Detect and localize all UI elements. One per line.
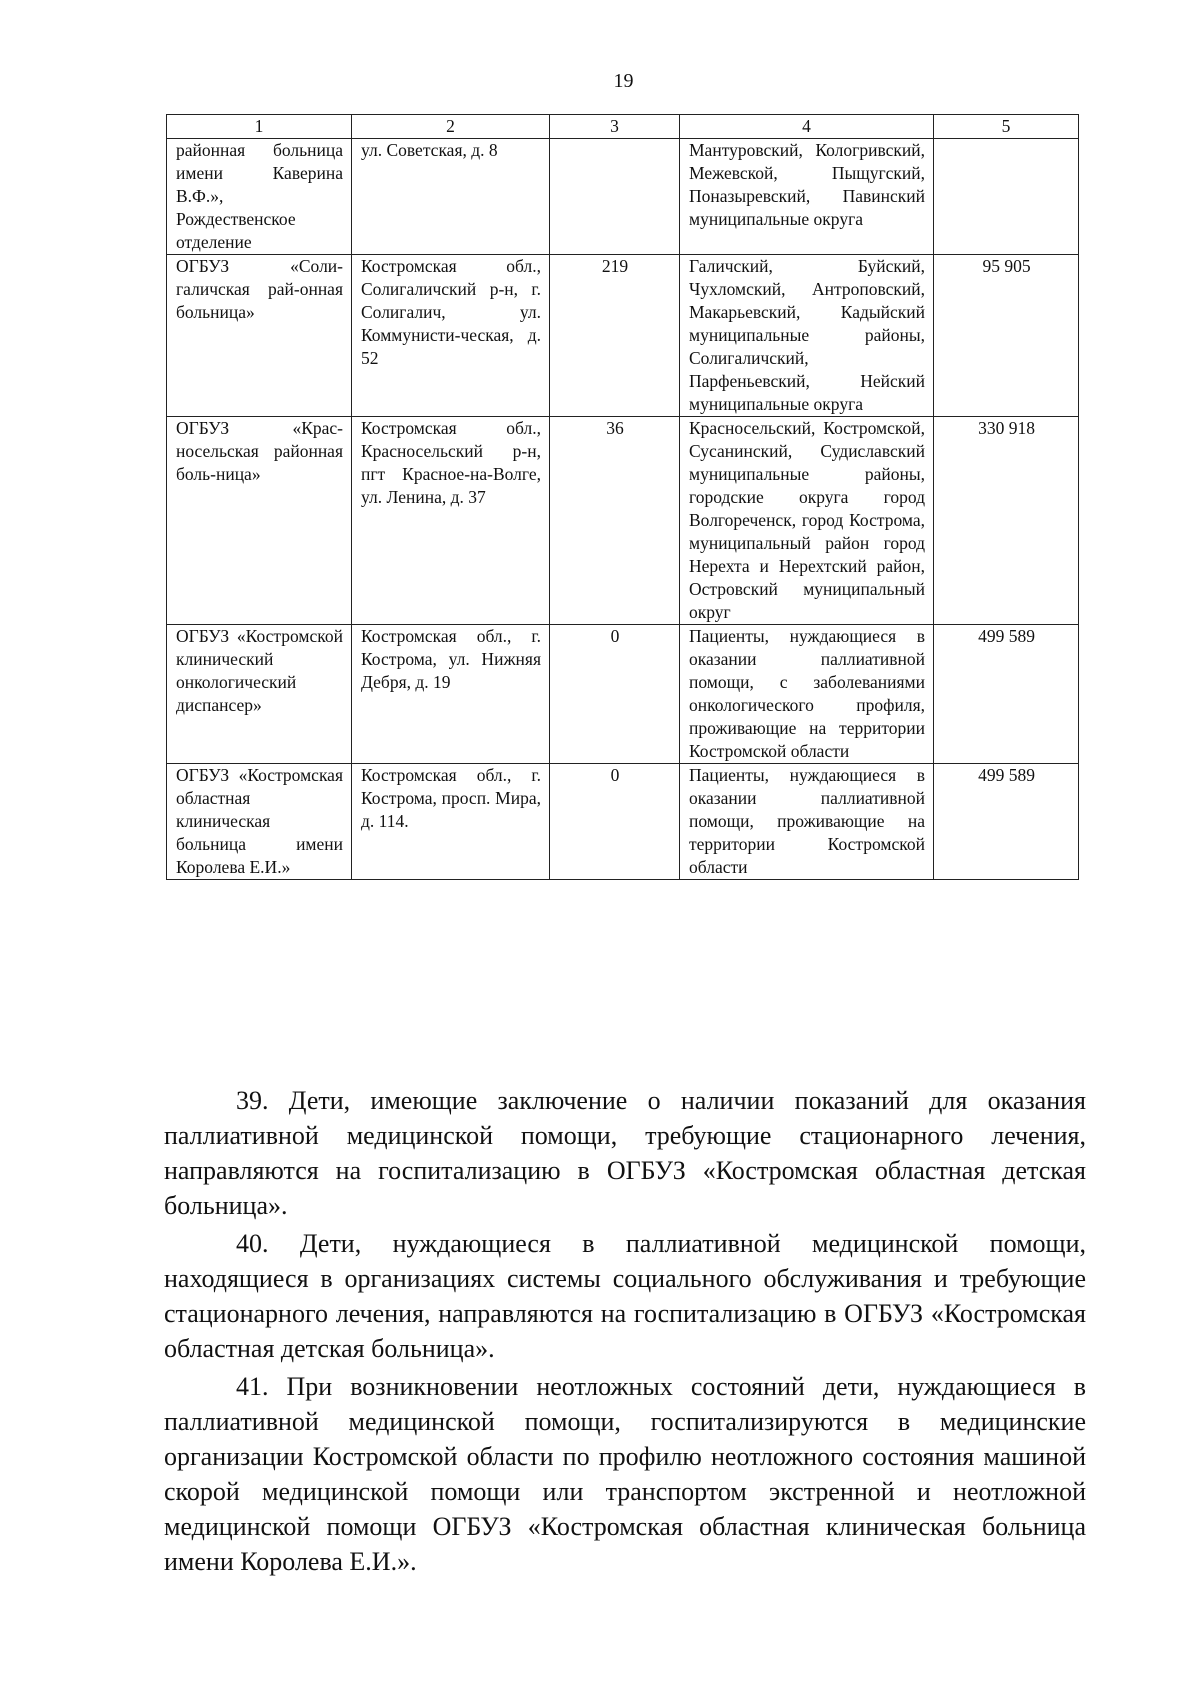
address-cell: Костромская обл., г. Кострома, ул. Нижняя Дебря, д. 19 (352, 625, 550, 764)
territory-cell: Пациенты, нуждающиеся в оказании паллиативной помощи, проживающие на территории Костромской области (680, 764, 934, 880)
territory-cell: Красносельский, Костромской, Сусанинский, Судиславский муниципальные районы, городские округа город Волгореченск, город Кострома, муниципальный район город Нерехта и Нерехтский район, Островский муниципальный округ (680, 417, 934, 625)
territory-cell: Мантуровский, Кологривский, Межевской, Пыщугский, Поназыревский, Павинский муниципальные округа (680, 139, 934, 255)
address-cell: ул. Советская, д. 8 (352, 139, 550, 255)
organization-cell: ОГБУЗ «Крас-носельская районная боль-ница» (167, 417, 352, 625)
organization-cell: ОГБУЗ «Соли-галичская рай-онная больница» (167, 255, 352, 417)
population-cell: 499 589 (934, 625, 1079, 764)
table-header-row (167, 115, 1079, 139)
population-cell: 330 918 (934, 417, 1079, 625)
column-header: 1 (167, 115, 352, 139)
body-text (164, 1083, 1086, 1579)
organization-cell: ОГБУЗ «Костромской клинический онкологический диспансер» (167, 625, 352, 764)
page-number: 19 (613, 70, 634, 92)
address-cell: Костромская обл., Солигаличский р-н, г. Солигалич, ул. Коммунисти-ческая, д. 52 (352, 255, 550, 417)
column-header: 2 (352, 115, 550, 139)
address-cell: Костромская обл., г. Кострома, просп. Мира, д. 114. (352, 764, 550, 880)
paragraph-40: 40. Дети, нуждающиеся в паллиативной медицинской помощи, находящиеся в организациях системы социального обслуживания и требующие стационарного лечения, направляются на госпитализацию в ОГБУЗ «Костромская областная детская больница». (164, 1229, 1086, 1363)
organization-cell: районная больница имени Каверина В.Ф.», Рождественское отделение (167, 139, 352, 255)
paragraph-39: 39. Дети, имеющие заключение о наличии показаний для оказания паллиативной медицинской помощи, требующие стационарного лечения, направляются на госпитализацию в ОГБУЗ «Костромская областная детская больница». (164, 1086, 1086, 1220)
address-cell: Костромская обл., Красносельский р-н, пгт Красное-на-Волге, ул. Ленина, д. 37 (352, 417, 550, 625)
table-row (167, 764, 1079, 880)
column-header: 4 (680, 115, 934, 139)
table-row (167, 417, 1079, 625)
table-row (167, 625, 1079, 764)
beds-cell: 0 (550, 625, 680, 764)
beds-cell: 0 (550, 764, 680, 880)
organization-cell: ОГБУЗ «Костромская областная клиническая больница имени Королева Е.И.» (167, 764, 352, 880)
population-cell: 499 589 (934, 764, 1079, 880)
population-cell (934, 139, 1079, 255)
column-header: 3 (550, 115, 680, 139)
table-row (167, 255, 1079, 417)
beds-cell: 36 (550, 417, 680, 625)
beds-cell: 219 (550, 255, 680, 417)
column-header: 5 (934, 115, 1079, 139)
territory-cell: Галичский, Буйский, Чухломский, Антроповский, Макарьевский, Кадыйский муниципальные районы, Солигаличский, Парфеньевский, Нейский муниципальные округа (680, 255, 934, 417)
territory-cell: Пациенты, нуждающиеся в оказании паллиативной помощи, с заболеваниями онкологического профиля, проживающие на территории Костромской области (680, 625, 934, 764)
paragraph-41: 41. При возникновении неотложных состояний дети, нуждающиеся в паллиативной медицинской помощи, госпитализируются в медицинские организации Костромской области по профилю неотложного состояния машиной скорой медицинской помощи или транспортом экстренной и неотложной медицинской помощи ОГБУЗ «Костромская областная клиническая больница имени Королева Е.И.». (164, 1372, 1086, 1576)
table-row (167, 139, 1079, 255)
hospital-table (166, 114, 1079, 880)
population-cell: 95 905 (934, 255, 1079, 417)
beds-cell (550, 139, 680, 255)
